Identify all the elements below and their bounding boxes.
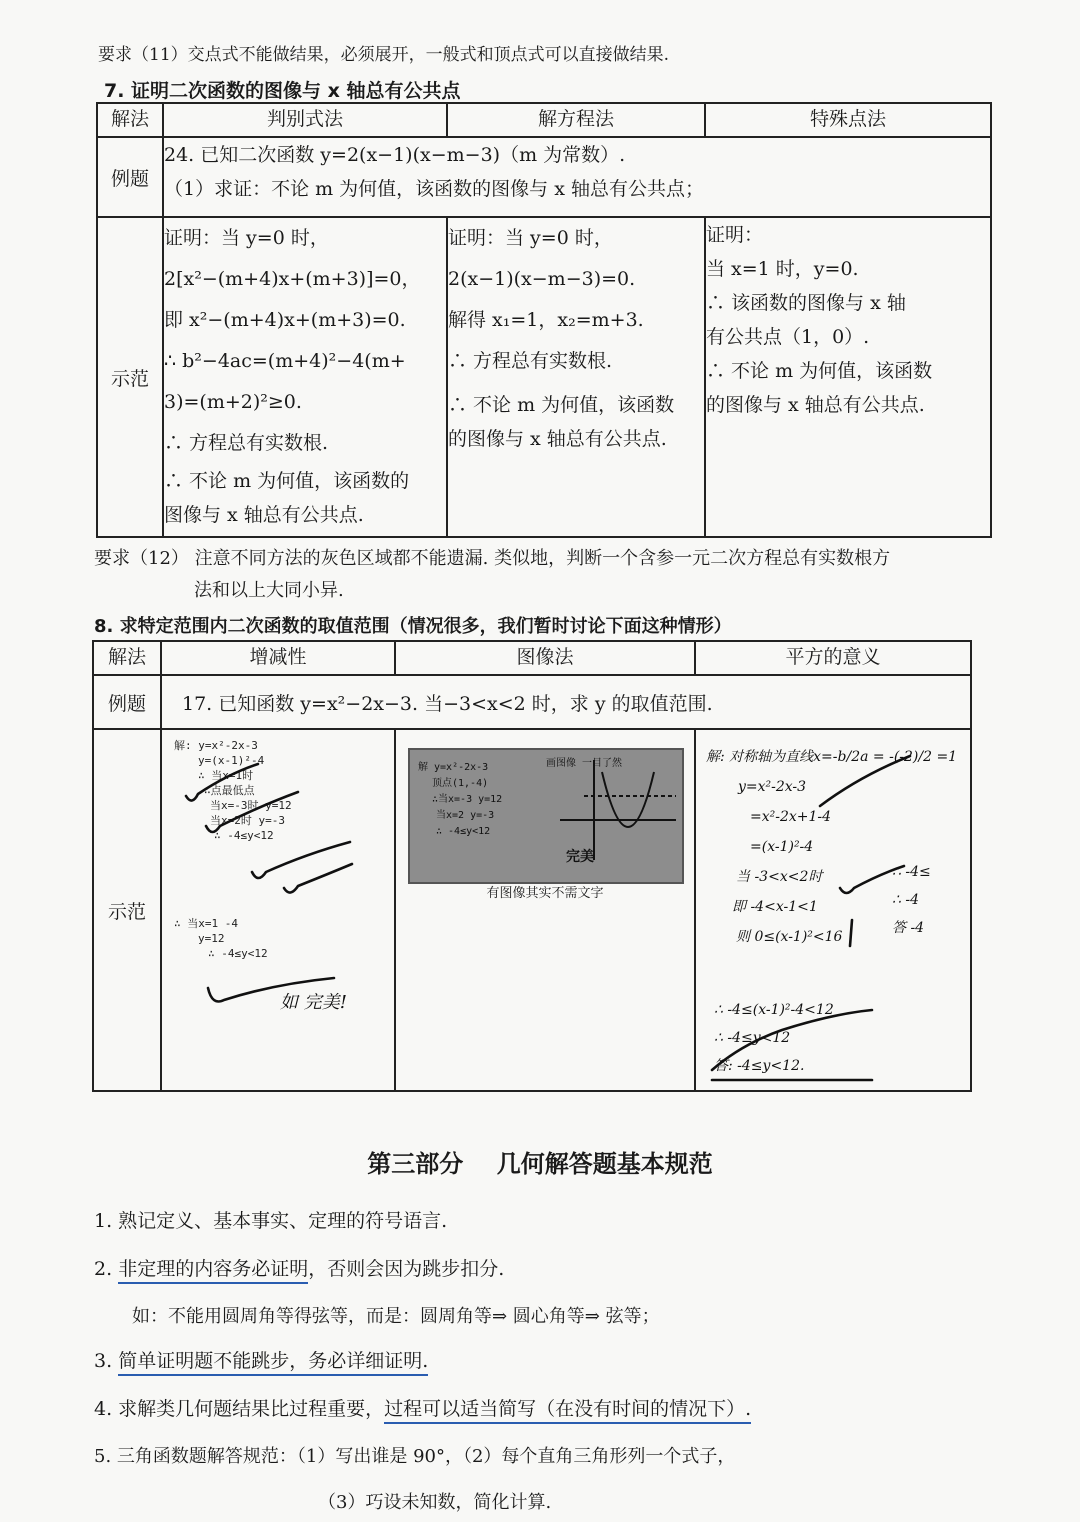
hand-line: ∴ -4≤ xyxy=(892,864,931,880)
hand-line: 即 -4<x-1<1 xyxy=(732,899,818,915)
hand-line: 当x=-3时 y=12 xyxy=(210,799,292,812)
rule-3-underlined: 简单证明题不能跳步，务必详细证明. xyxy=(118,1350,428,1376)
demo-line: 证明：当 y=0 时， xyxy=(164,227,329,249)
header-graph: 图像法 xyxy=(395,641,695,675)
hand-line: 解: 对称轴为直线x=-b/2a = -(-2)/2 =1 xyxy=(706,749,958,765)
header-discriminant: 判别式法 xyxy=(163,103,447,137)
rule-3 xyxy=(94,1346,428,1373)
hand-line: y=x²-2x-3 xyxy=(738,779,807,795)
demo-line: ∴ 不论 m 为何值，该函数 xyxy=(448,394,675,416)
photo-line: ∴ -4≤y<12 xyxy=(436,826,491,837)
hand-line: =(x-1)²-4 xyxy=(750,839,814,855)
demo-line: 2(x−1)(x−m−3)=0. xyxy=(448,268,636,290)
check-stroke xyxy=(208,978,334,1002)
check-stroke xyxy=(712,1010,872,1070)
hand-line: ∴ -4 xyxy=(892,892,919,908)
check-stroke xyxy=(206,792,298,832)
check-stroke xyxy=(186,764,258,801)
hand-line: 答 -4 xyxy=(892,920,925,936)
rule-5-line-2: （3）巧设未知数，简化计算. xyxy=(318,1492,552,1513)
hand-line: 答: -4≤y<12. xyxy=(714,1058,805,1074)
hand-line: ∴ -4≤(x-1)²-4<12 xyxy=(714,1002,834,1018)
example-line-2: （1）求证：不论 m 为何值，该函数的图像与 x 轴总有公共点； xyxy=(164,178,704,200)
demo-line: 3)=(m+2)²≥0. xyxy=(164,391,302,413)
rule-5-line-1: 5. 三角函数题解答规范：（1）写出谁是 90°，（2）每个直角三角形列一个式子， xyxy=(94,1446,736,1467)
demo-line: ∴ b²−4ac=(m+4)²−4(m+ xyxy=(164,350,406,372)
rule-2 xyxy=(94,1254,504,1281)
demo-line: 即 x²−(m+4)x+(m+3)=0. xyxy=(164,309,406,331)
requirement-11: 要求（11）交点式不能做结果，必须展开，一般式和顶点式可以直接做结果. xyxy=(98,45,670,65)
hand-line: 则 0≤(x-1)²<16 xyxy=(736,929,843,945)
photo-line: 当x=2 y=-3 xyxy=(436,810,495,821)
demo-line: 图像与 x 轴总有公共点. xyxy=(164,504,364,526)
header-monotonicity: 增减性 xyxy=(161,641,395,675)
rule-1: 1. 熟记定义、基本事实、定理的符号语言. xyxy=(94,1210,448,1232)
example-label: 例题 xyxy=(93,675,161,729)
hand-line: ∴ -4≤y<12 xyxy=(714,1030,791,1046)
rule-2-example: 如：不能用圆周角等得弦等，而是：圆周角等⇒ 圆心角等⇒ 弦等； xyxy=(132,1306,660,1327)
demo-line: 当 x=1 时，y=0. xyxy=(706,258,859,280)
divider-stroke xyxy=(850,920,852,946)
requirement-12-line-2: 法和以上大同小异. xyxy=(194,580,344,601)
demo-line: ∴ 不论 m 为何值，该函数 xyxy=(706,360,933,382)
hand-line: =x²-2x+1-4 xyxy=(750,809,832,825)
header-method: 解法 xyxy=(93,641,161,675)
header-method: 解法 xyxy=(97,103,163,137)
demo-line: ∴ 该函数的图像与 x 轴 xyxy=(706,292,906,314)
rule-2-rest: ，否则会因为跳步扣分. xyxy=(308,1258,505,1280)
hand-line: 当 -3<x<2时 xyxy=(736,869,823,885)
demo-line: 解得 x₁=1，x₂=m+3. xyxy=(448,309,644,331)
photo-perfect-mark: 完美 xyxy=(566,849,594,865)
photo-line: ∴当x=-3 y=12 xyxy=(432,794,503,805)
requirement-12-line-1: 要求（12） 注意不同方法的灰色区域都不能遗漏. 类似地，判断一个含参一元二次方程总有实数根方 xyxy=(94,548,891,569)
check-stroke xyxy=(284,864,352,893)
hand-line: 解: y=x²-2x-3 xyxy=(174,739,258,752)
hand-line: 当x=2时 y=-3 xyxy=(210,814,285,827)
header-square-meaning: 平方的意义 xyxy=(695,641,971,675)
part-3-title: 第三部分 几何解答题基本规范 xyxy=(367,1150,713,1178)
example-line-1: 24. 已知二次函数 y=2(x−1)(x−m−3)（m 为常数）. xyxy=(164,144,626,166)
section-8-title: 8. 求特定范围内二次函数的取值范围（情况很多，我们暂时讨论下面这种情形） xyxy=(94,616,732,637)
section-7-title: 7. 证明二次函数的图像与 x 轴总有公共点 xyxy=(104,80,461,102)
rule-4-prefix: 4. 求解类几何题结果比过程重要， xyxy=(94,1398,385,1420)
check-stroke xyxy=(820,756,910,806)
demo-line: 有公共点（1，0）. xyxy=(706,326,870,348)
demo-line: ∴ 方程总有实数根. xyxy=(164,432,329,454)
photo-line: 解 y=x²-2x-3 xyxy=(418,762,489,773)
demo-line: ∴ 不论 m 为何值，该函数的 xyxy=(164,470,410,492)
hand-line: y=(x-1)²-4 xyxy=(198,754,265,767)
demo-line: 证明：当 y=0 时， xyxy=(448,227,613,249)
hand-line: ∴ -4≤y<12 xyxy=(214,829,274,842)
demo-line: 的图像与 x 轴总有公共点. xyxy=(706,394,925,416)
demo-line: 的图像与 x 轴总有公共点. xyxy=(448,428,667,450)
perfect-mark: 如 完美! xyxy=(280,992,347,1013)
demo-label: 示范 xyxy=(93,729,161,1091)
rule-2-underlined: 非定理的内容务必证明 xyxy=(118,1258,308,1284)
demo-label: 示范 xyxy=(97,217,163,537)
photo-top-text: 画图像 一目了然 xyxy=(546,758,623,769)
check-stroke xyxy=(252,842,350,878)
demo-line: 证明： xyxy=(706,224,764,246)
example-text: 17. 已知函数 y=x²−2x−3. 当−3<x<2 时，求 y 的取值范围. xyxy=(161,675,971,729)
rule-2-number: 2. xyxy=(94,1258,113,1280)
hand-line: ∴点最低点 xyxy=(204,784,255,797)
rule-4 xyxy=(94,1394,751,1421)
photo-line: 顶点(1,-4) xyxy=(432,778,489,789)
header-solve-equation: 解方程法 xyxy=(447,103,705,137)
check-stroke xyxy=(840,866,904,893)
graph-caption: 有图像其实不需文字 xyxy=(486,886,604,901)
rule-4-underlined: 过程可以适当简写（在没有时间的情况下）. xyxy=(384,1398,751,1424)
demo-line: 2[x²−(m+4)x+(m+3)]=0， xyxy=(164,268,421,290)
demo-line: ∴ 方程总有实数根. xyxy=(448,350,613,372)
header-special-point: 特殊点法 xyxy=(705,103,991,137)
hand-line: y=12 xyxy=(198,932,225,945)
hand-line: ∴ 当x=1时 xyxy=(198,769,254,782)
example-label: 例题 xyxy=(97,137,163,217)
rule-3-number: 3. xyxy=(94,1350,113,1372)
hand-line: ∴ -4≤y<12 xyxy=(208,947,268,960)
photo-parabola xyxy=(602,772,654,827)
hand-line: ∴ 当x=1 -4 xyxy=(174,917,238,930)
